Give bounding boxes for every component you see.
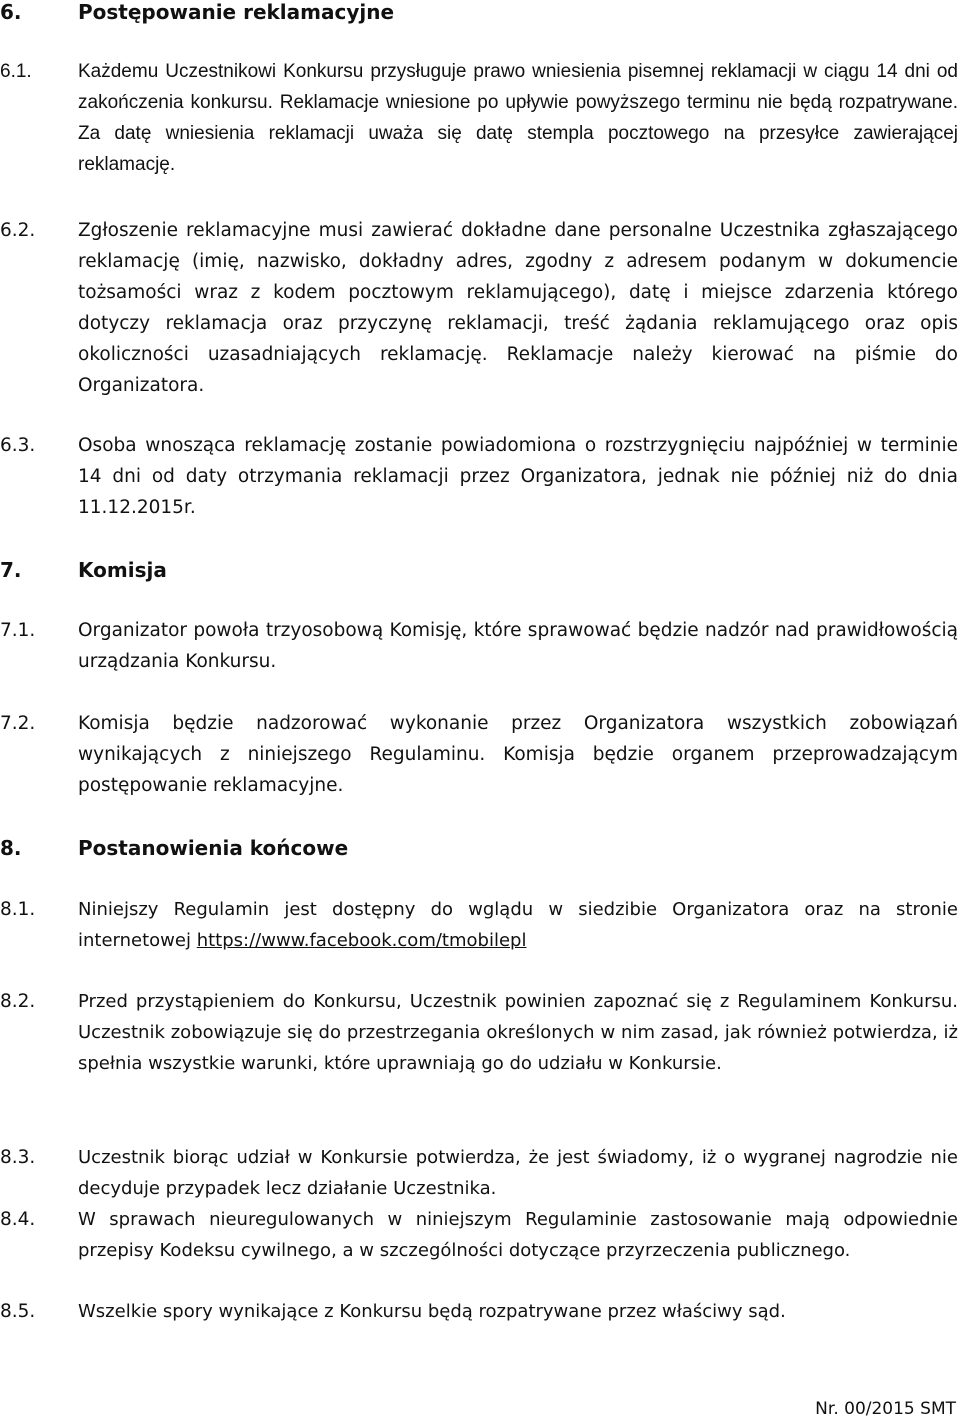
clause-text: Organizator powoła trzyosobową Komisję, które sprawować będzie nadzór nad prawidłowością urządzania Konkursu. (78, 620, 958, 672)
section-heading-8 (0, 836, 348, 860)
clause-number: 8.4. (0, 1209, 36, 1230)
clause-7-1 (0, 615, 958, 677)
clause-number: 6.3. (0, 435, 36, 456)
clause-number: 6.1. (0, 61, 32, 82)
section-number: 8. (0, 836, 22, 860)
clause-number: 8.5. (0, 1301, 36, 1322)
clause-text: Uczestnik biorąc udział w Konkursie potwierdza, że jest świadomy, iż o wygranej nagrodzie nie decyduje przypadek lecz działanie Uczestnika. (78, 1147, 958, 1199)
clause-text-main: Niniejszy Regulamin jest dostępny do wglądu w siedzibie Organizatora oraz na stronie internetowej (78, 899, 958, 951)
clause-6-2 (0, 215, 958, 401)
document-number: Nr. 00/2015 SMT (815, 1399, 956, 1419)
clause-text (78, 894, 958, 956)
clause-8-4 (0, 1204, 958, 1266)
clause-8-5 (0, 1296, 958, 1327)
clause-8-3 (0, 1142, 958, 1204)
clause-text: W sprawach nieuregulowanych w niniejszym Regulaminie zastosowanie mają odpowiednie przepisy Kodeksu cywilnego, a w szczególności dotyczące przyrzeczenia publicznego. (78, 1209, 958, 1261)
clause-number: 7.1. (0, 620, 36, 641)
clause-number: 7.2. (0, 713, 36, 734)
facebook-link[interactable]: https://www.facebook.com/tmobilepl (196, 930, 527, 951)
section-heading-7 (0, 558, 167, 582)
section-heading-6 (0, 0, 394, 24)
clause-text: Każdemu Uczestnikowi Konkursu przysługuje prawo wniesienia pisemnej reklamacji w ciągu 14 dni od zakończenia konkursu. Reklamacje wniesione po upływie powyższego terminu nie będą rozpatrywane. Za datę wniesienia reklamacji uważa się datę stempla pocztowego na przesyłce zawierającej reklamację. (78, 61, 958, 175)
section-title: Postępowanie reklamacyjne (78, 0, 395, 24)
clause-6-3 (0, 430, 958, 523)
clause-text: Wszelkie spory wynikające z Konkursu będą rozpatrywane przez właściwy sąd. (78, 1301, 786, 1322)
clause-number: 8.3. (0, 1147, 36, 1168)
clause-number: 8.2. (0, 991, 36, 1012)
section-number: 6. (0, 0, 22, 24)
section-title: Komisja (78, 558, 167, 582)
clause-number: 6.2. (0, 220, 36, 241)
section-title: Postanowienia końcowe (78, 836, 349, 860)
clause-7-2 (0, 708, 958, 801)
clause-text: Komisja będzie nadzorować wykonanie przez Organizatora wszystkich zobowiązań wynikających z niniejszego Regulaminu. Komisja będzie organem przeprowadzającym postępowanie reklamacyjne. (78, 713, 958, 796)
clause-text: Osoba wnosząca reklamację zostanie powiadomiona o rozstrzygnięciu najpóźniej w terminie 14 dni od daty otrzymania reklamacji przez Organizatora, jednak nie później niż do dnia 11.12.2015r. (78, 435, 958, 518)
clause-number: 8.1. (0, 899, 36, 920)
clause-text: Przed przystąpieniem do Konkursu, Uczestnik powinien zapoznać się z Regulaminem Konkursu. Uczestnik zobowiązuje się do przestrzegania określonych w nim zasad, jak również potwierdza, iż spełnia wszystkie warunki, które uprawniają go do udziału w Konkursie. (78, 991, 958, 1074)
clause-6-1 (0, 56, 958, 180)
section-number: 7. (0, 558, 22, 582)
clause-8-2 (0, 986, 958, 1079)
clause-text: Zgłoszenie reklamacyjne musi zawierać dokładne dane personalne Uczestnika zgłaszającego reklamację (imię, nazwisko, dokładny adres, zgodny z adresem podanym w dokumencie tożsamości wraz z kodem pocztowym reklamującego), datę i miejsce zdarzenia którego dotyczy reklamacja oraz przyczynę reklamacji, treść żądania reklamującego oraz opis okoliczności uzasadniających reklamację. Reklamacje należy kierować na piśmie do Organizatora. (78, 220, 958, 396)
clause-8-1 (0, 894, 958, 956)
